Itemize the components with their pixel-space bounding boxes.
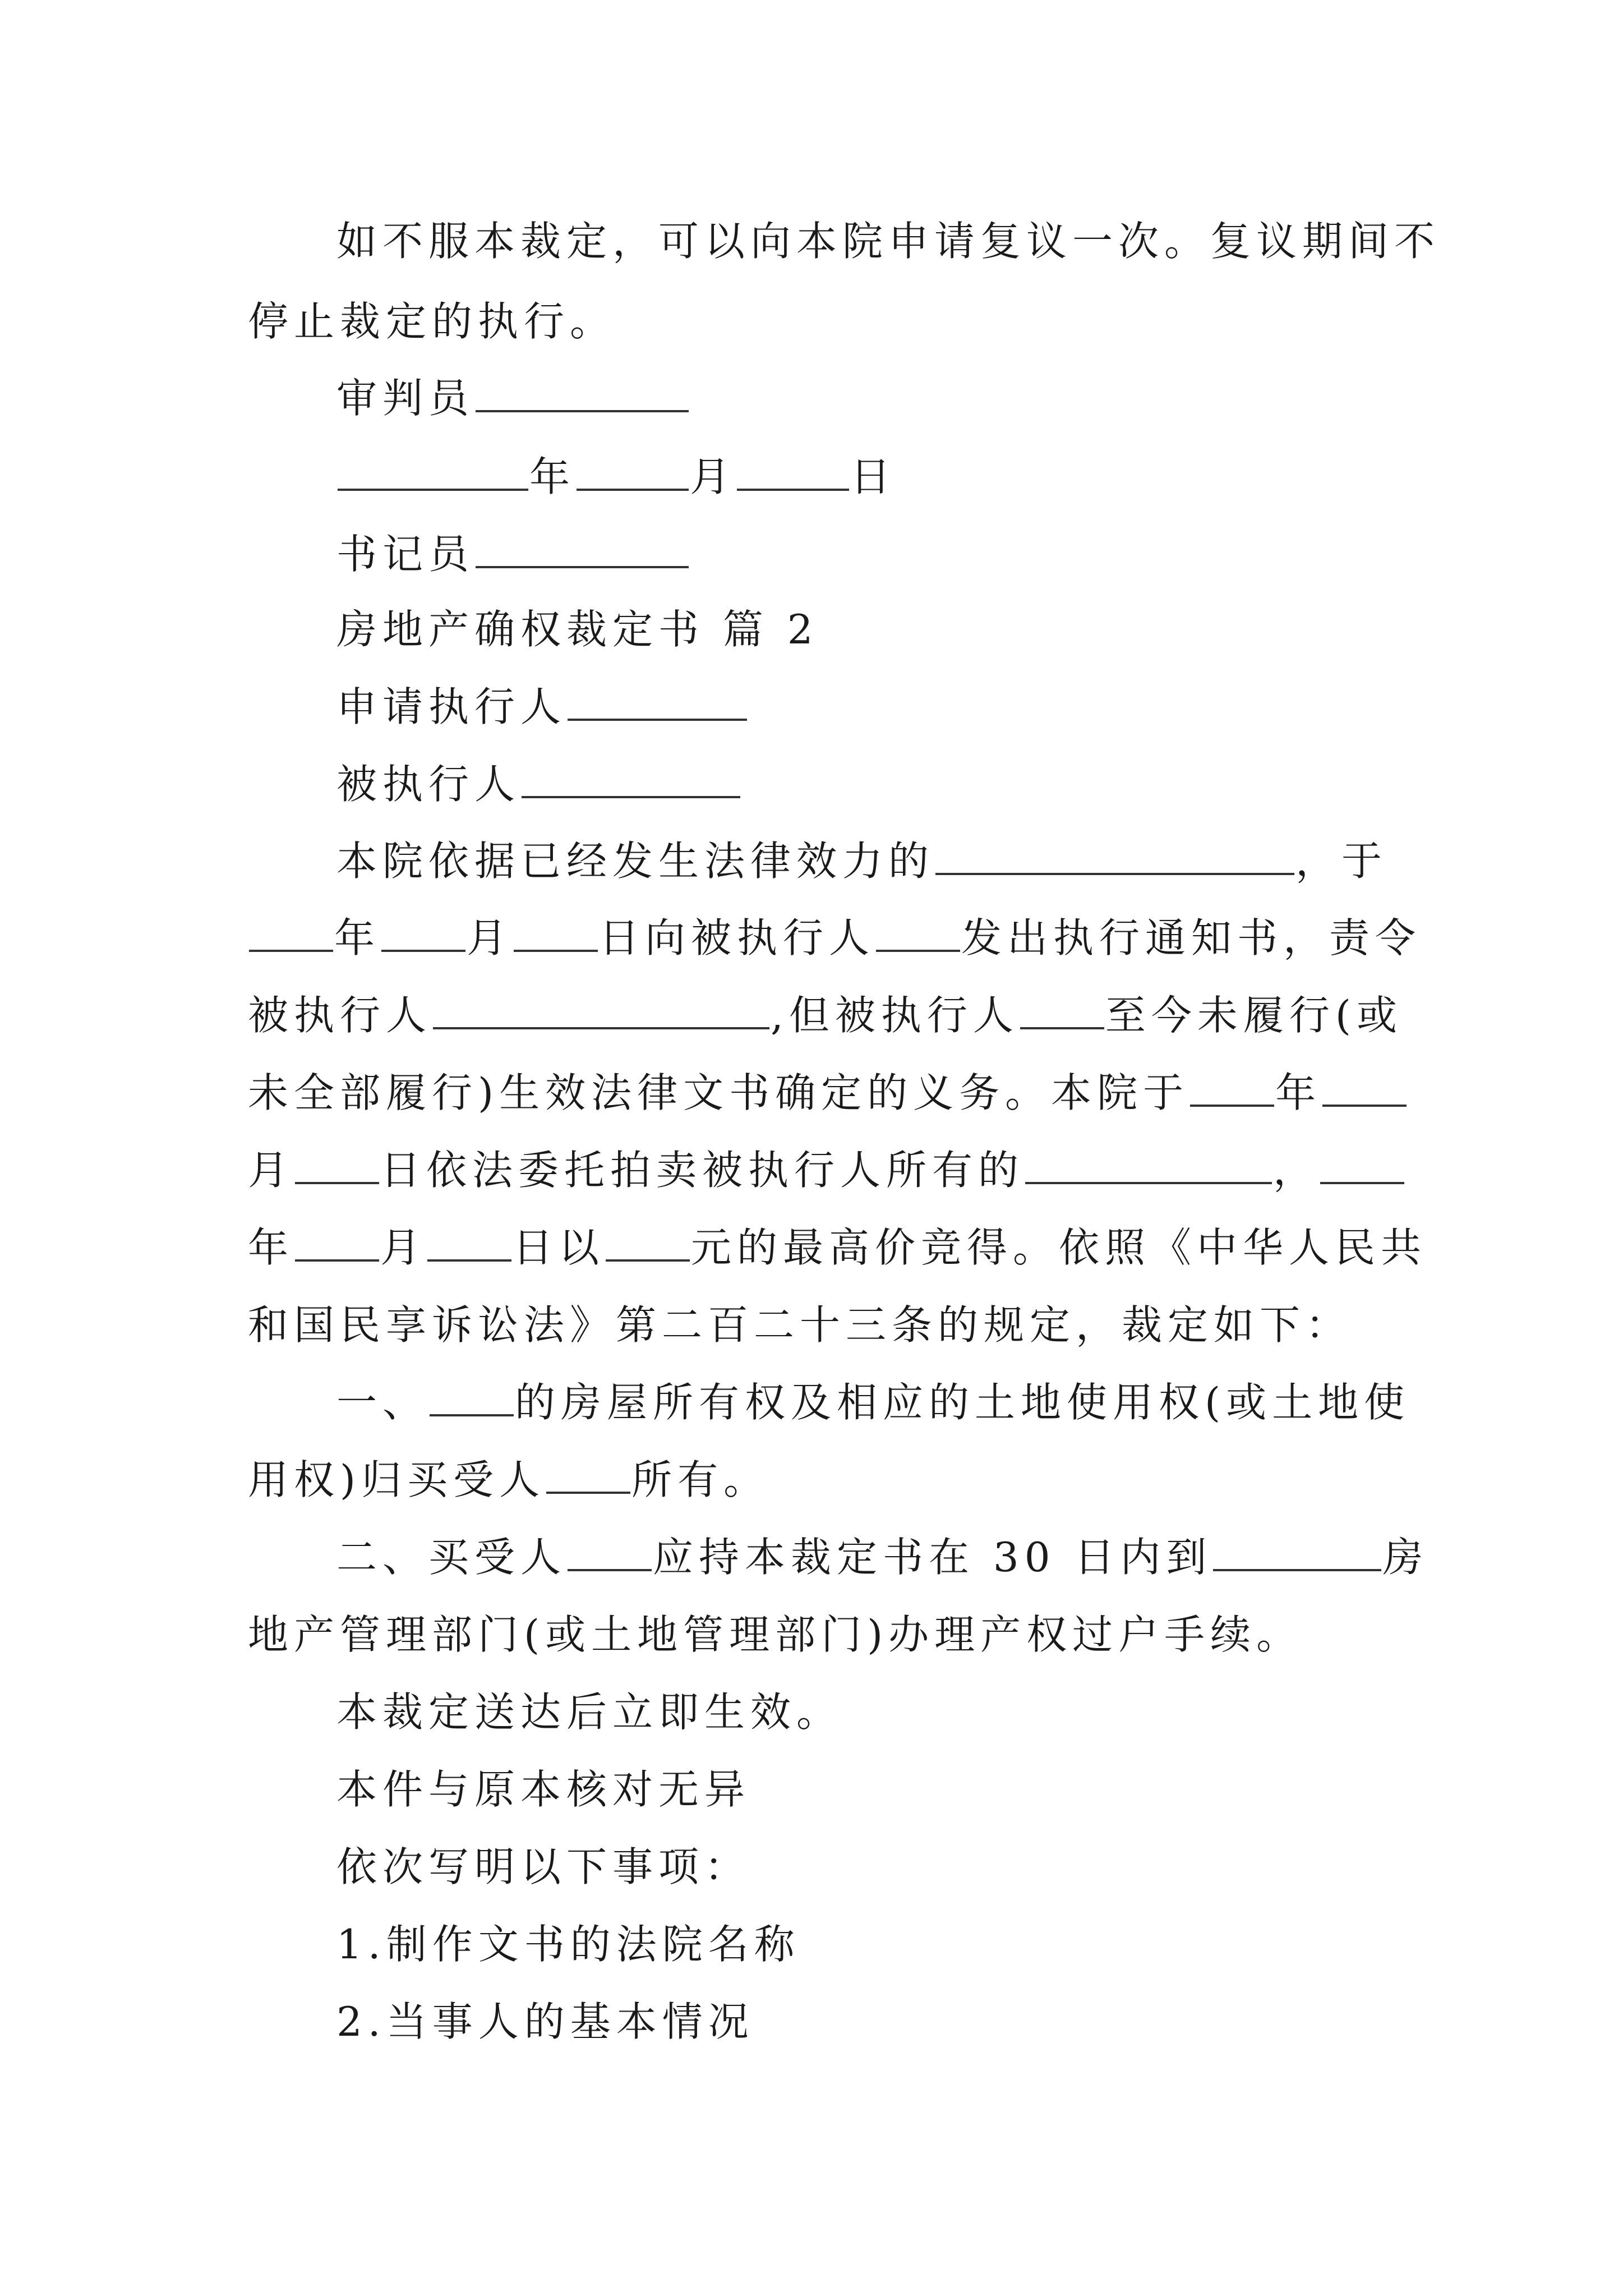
ruling-item-1 [336,1374,1410,1430]
blank-underline [1322,1065,1407,1107]
blank-underline [568,679,747,721]
section-heading [336,601,1392,657]
text-run: 和国民享诉讼法》第二百二十三条的规定，裁定如下： [248,1301,1352,1349]
text-run: 被执行人 [248,992,432,1039]
paragraph-line [248,1297,1392,1353]
text-run: ，于 [1295,838,1388,885]
text-run: 至今未履行(或 [1105,992,1403,1039]
blank-underline [249,910,333,952]
blank-underline [1020,988,1104,1029]
text-run: 日 [850,453,897,500]
text-run: 年 [334,914,381,961]
text-run: 依次写明以下事项： [336,1843,751,1890]
text-run: 应持本裁定书在 30 日内到 [653,1534,1212,1581]
list-item [336,1994,1392,2050]
clerk-line [336,526,1392,582]
date-line [336,449,1392,505]
text-run: 年 [529,453,576,500]
blank-underline [433,988,769,1029]
clerk-label: 书记员 [336,531,475,578]
text-run: 用权)归买受人 [248,1456,546,1503]
heading-text: 房地产确权裁定书 篇 2 [336,606,819,653]
respondent-line [336,756,1392,812]
ruling-item-2 [336,1529,1429,1585]
blank-underline [935,834,1294,875]
text-run: 月 [248,1147,294,1194]
blank-underline [381,910,465,952]
list-item [336,1916,1392,1972]
blank-underline [577,449,689,491]
blank-underline [522,757,740,798]
text-run: 元的最高价竞得。依照《中华人民共 [691,1224,1427,1271]
text-run: 本裁定送达后立即生效。 [336,1688,843,1736]
blank-underline [1025,1143,1272,1184]
text-run: 所有。 [631,1456,770,1503]
text-run: 一、 [336,1379,429,1426]
paragraph-line [336,1761,1392,1818]
text-run: 日向被执行人 [599,914,875,961]
text-run: 地产管理部门(或土地管理部门)办理产权过户手续。 [248,1611,1303,1658]
text-run: 如不服本裁定，可以向本院申请复议一次。复议期间不 [336,218,1441,265]
text-run: 1.制作文书的法院名称 [336,1921,800,1968]
blank-underline [476,527,689,568]
paragraph-line [248,1142,1392,1198]
respondent-label: 被执行人 [336,761,521,808]
blank-underline [295,1220,379,1262]
text-run: 房 [1382,1534,1429,1581]
text-run: 未全部履行)生效法律文书确定的义务。本院于 [248,1069,1189,1116]
blank-underline [606,1220,690,1262]
text-run: 年 [248,1224,294,1271]
text-run: 的房屋所有权及相应的土地使用权(或土地使 [515,1379,1410,1426]
text-run: 月 [467,914,513,961]
applicant-line [336,679,1392,735]
blank-underline [876,910,960,952]
blank-underline [1213,1530,1381,1571]
blank-underline [295,1143,379,1184]
paragraph-line [336,833,1392,889]
text-run: ,但被执行人 [771,992,1019,1039]
text-run: 二、买受人 [336,1534,567,1581]
blank-underline [737,449,849,491]
blank-underline [546,1452,630,1494]
blank-underline [1320,1143,1404,1184]
judge-label: 审判员 [336,375,475,422]
blank-underline [430,1375,514,1416]
text-run: 2.当事人的基本情况 [336,1998,754,2045]
paragraph-line [248,293,1392,349]
applicant-label: 申请执行人 [336,683,567,730]
paragraph-line [248,1220,1427,1276]
text-run: 月 [380,1224,427,1271]
paragraph-line [248,987,1403,1043]
blank-underline [514,910,598,952]
paragraph-line [248,1607,1392,1663]
paragraph-line [336,1839,1392,1895]
text-run: 本件与原本核对无异 [336,1766,751,1813]
paragraph-line [248,910,1422,966]
text-run: 本院依据已经发生法律效力的 [336,838,935,885]
blank-underline [476,371,689,412]
judge-line [336,370,1392,426]
text-run: 月 [690,453,736,500]
paragraph-line [248,1452,1392,1508]
text-run: 日依法委托拍卖被执行人所有的 [380,1147,1025,1194]
paragraph-line [336,1684,1392,1740]
text-run: ， [1273,1147,1320,1194]
text-run: 停止裁定的执行。 [248,298,616,345]
text-run: 日以 [513,1224,605,1271]
paragraph-line [336,213,1441,269]
blank-underline [427,1220,511,1262]
blank-underline [1190,1065,1274,1107]
text-run: 发出执行通知书，责令 [961,914,1422,961]
blank-underline [338,449,528,491]
paragraph-line [248,1065,1392,1121]
blank-underline [568,1530,652,1571]
text-run: 年 [1275,1069,1322,1116]
